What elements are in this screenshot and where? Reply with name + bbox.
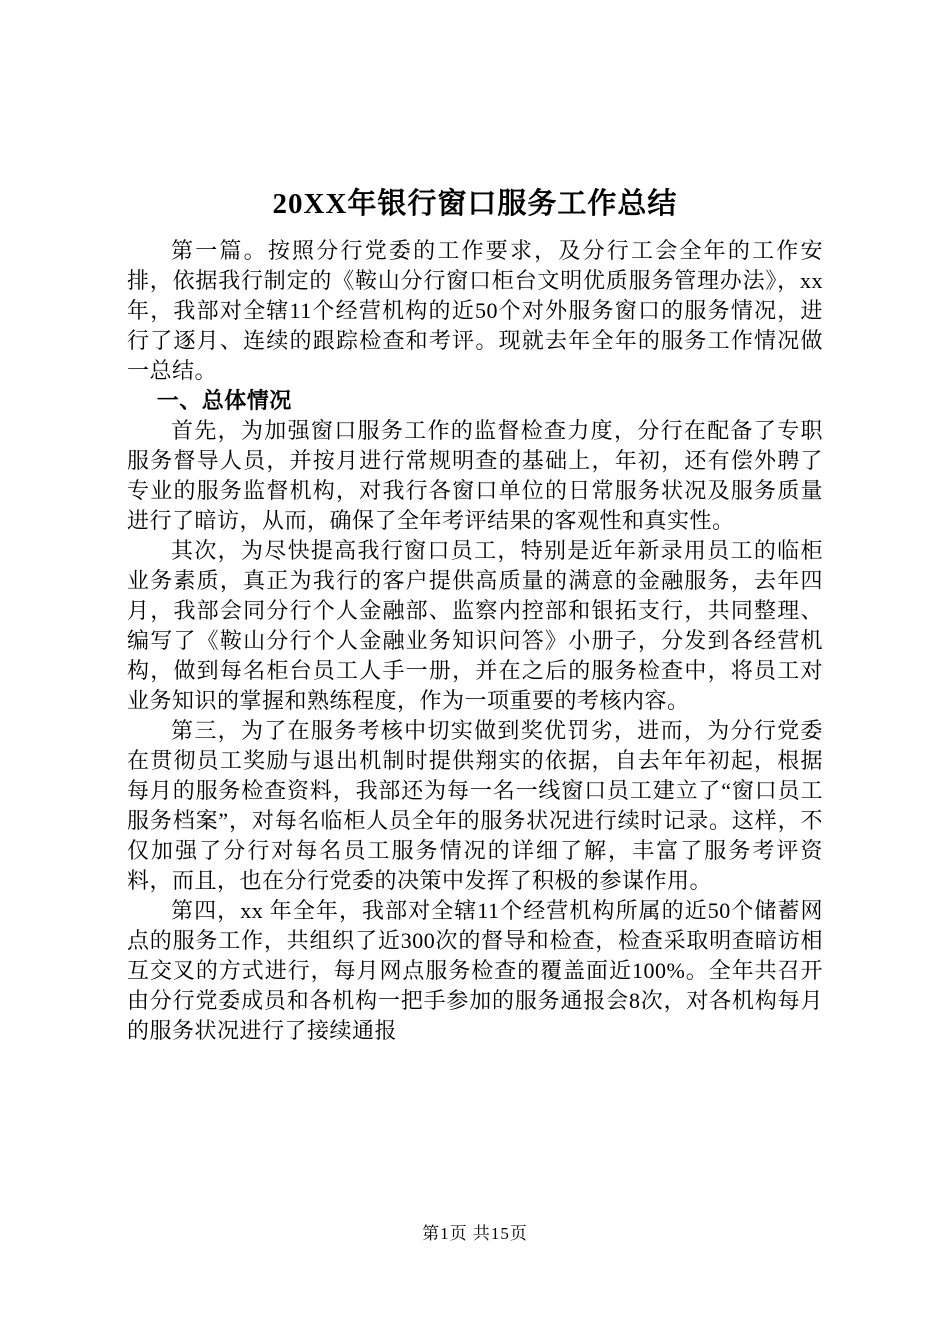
paragraph: 首先，为加强窗口服务工作的监督检查力度，分行在配备了专职服务督导人员，并按月进行常规明查的基础上，年初，还有偿外聘了专业的服务监督机构，对我行各窗口单位的日常服务状况及服务质量进行了暗访，从而，确保了全年考评结果的客观性和真实性。 [127, 418, 823, 533]
document-title: 20XX年银行窗口服务工作总结 [272, 188, 678, 220]
document-body [127, 236, 823, 1046]
page-footer [0, 1219, 950, 1244]
paragraph: 其次，为尽快提高我行窗口员工，特别是近年新录用员工的临柜业务素质，真正为我行的客户提供高质量的满意的金融服务，去年四月，我部会同分行个人金融部、监察内控部和银拓支行，共同整理、编写了《鞍山分行个人金融业务知识问答》小册子，分发到各经营机构，做到每名柜台员工人手一册，并在之后的服务检查中，将员工对业务知识的掌握和熟练程度，作为一项重要的考核内容。 [127, 538, 823, 713]
page-number-text: 第1页 共15页 [422, 1224, 528, 1243]
paragraph: 第一篇。按照分行党委的工作要求，及分行工会全年的工作安排，依据我行制定的《鞍山分行窗口柜台文明优质服务管理办法》，xx 年，我部对全辖11个经营机构的近50个对外服务窗口的服务情况，进行了逐月、连续的跟踪检查和考评。现就去年全年的服务工作情况做一总结。 [127, 238, 823, 383]
paragraph: 第四，xx 年全年，我部对全辖11个经营机构所属的近50个储蓄网点的服务工作，共组织了近300次的督导和检查，检查采取明查暗访相互交叉的方式进行，每月网点服务检查的覆盖面近100%。全年共召开由分行党委成员和各机构一把手参加的服务通报会8次，对各机构每月的服务状况进行了接续通报 [127, 898, 823, 1043]
section-heading: 一、总体情况 [156, 388, 292, 413]
paragraph: 第三，为了在服务考核中切实做到奖优罚劣，进而，为分行党委在贯彻员工奖励与退出机制时提供翔实的依据，自去年年初起，根据每月的服务检查资料，我部还为每一名一线窗口员工建立了“窗口员工服务档案”，对每名临柜人员全年的服务状况进行续时记录。这样，不仅加强了分行对每名员工服务情况的详细了解，丰富了服务考评资料，而且，也在分行党委的决策中发挥了积极的参谋作用。 [127, 718, 823, 893]
